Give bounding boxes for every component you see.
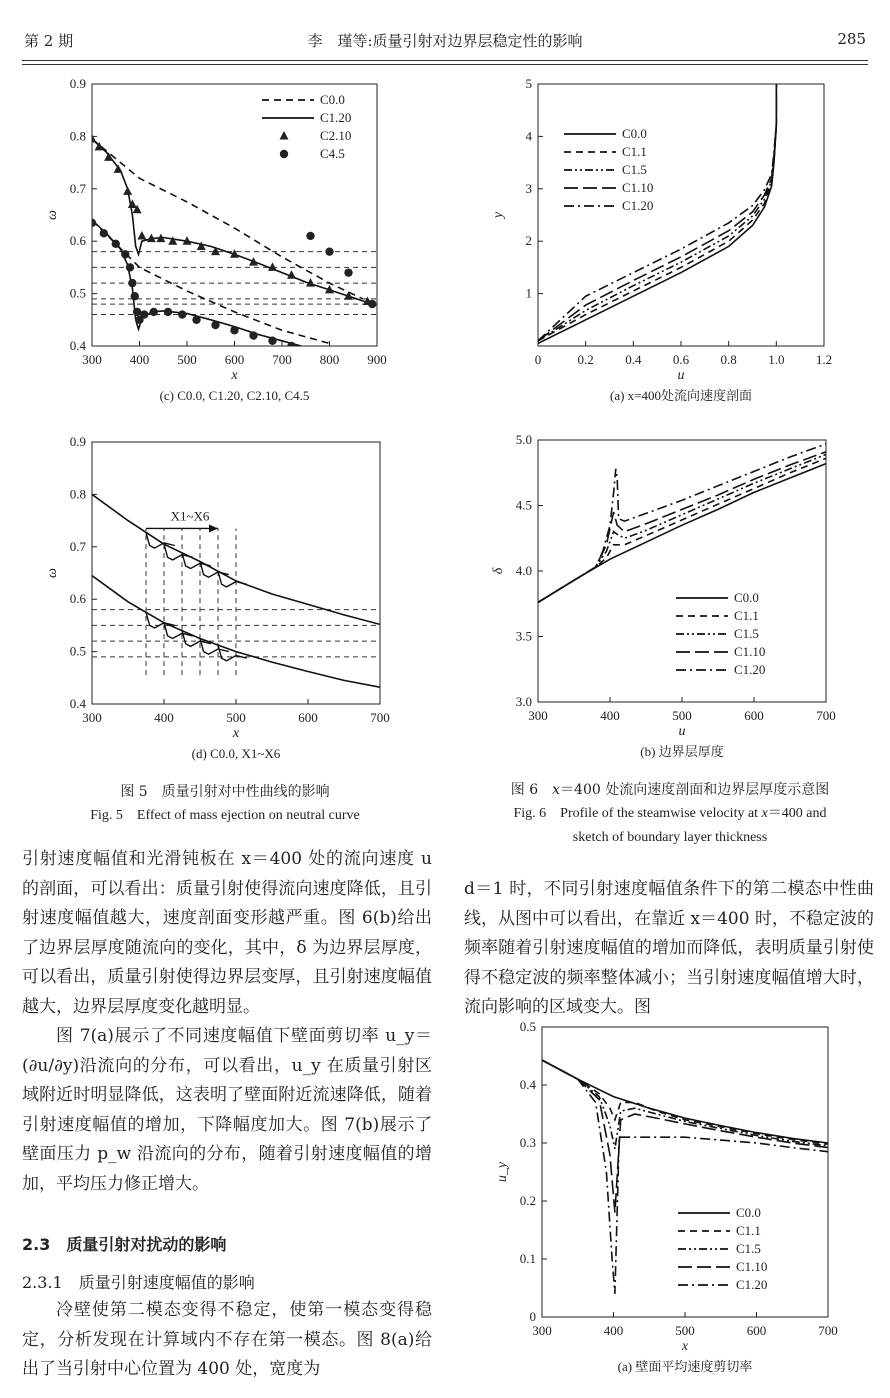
x-tick-label: 300: [532, 1323, 552, 1338]
plot-area: [538, 444, 826, 603]
x-axis-label: x: [232, 726, 240, 741]
y-axis-label: δ: [491, 567, 506, 575]
data-point-C4.5: [249, 331, 257, 339]
data-point-C2.10: [114, 164, 123, 173]
annotation-label: X1~X6: [170, 508, 210, 524]
x-axis-label: x: [681, 1339, 689, 1354]
y-tick-label: 3.5: [515, 628, 532, 644]
chart-title: (a) 壁面平均速度剪切率: [617, 1359, 753, 1374]
legend-label: C1.20: [734, 662, 766, 677]
data-point-C2.10: [268, 262, 277, 271]
figure-5c-chart: [40, 72, 400, 412]
y-tick-label: 0.8: [69, 486, 86, 502]
data-point-C4.5: [287, 342, 295, 350]
data-point-C4.5: [268, 337, 276, 345]
page-header: [24, 26, 866, 52]
x-tick-label: 600: [744, 708, 764, 723]
y-tick-label: 0.4: [519, 1077, 536, 1092]
y-tick-label: 0.5: [519, 1019, 536, 1034]
y-tick-label: 5: [525, 76, 532, 91]
data-point-C2.10: [168, 236, 177, 245]
caption-text: ＝400 and: [767, 806, 827, 821]
y-tick-label: 0.1: [519, 1251, 536, 1266]
series-line-C1.20: [542, 1060, 828, 1294]
y-axis-label: ω: [45, 210, 60, 220]
x-tick-label: 700: [370, 710, 390, 725]
y-tick-label: 0.6: [69, 591, 86, 607]
data-point-C4.5: [192, 316, 200, 324]
x-tick-label: 0: [534, 352, 542, 367]
data-point-C4.5: [325, 247, 333, 255]
x-tick-label: 500: [226, 710, 246, 725]
chart-title: (c) C0.0, C1.20, C2.10, C4.5: [159, 388, 310, 403]
x-tick-label: 1.0: [768, 352, 785, 367]
x-tick-label: 700: [818, 1323, 838, 1338]
legend-label: C1.20: [622, 198, 654, 213]
legend-label: C2.10: [320, 128, 352, 143]
y-tick-label: 0.8: [69, 128, 86, 144]
figure-6-caption: [460, 778, 880, 850]
series-line-C1.1: [542, 1060, 828, 1144]
data-point-C4.5: [164, 308, 172, 316]
plot-frame: [538, 440, 826, 702]
data-point-C4.5: [306, 232, 314, 240]
series-line-C0.0: [542, 1060, 828, 1143]
data-point-C2.10: [88, 134, 97, 142]
figure-6-caption-en-2: sketch of boundary layer thickness: [572, 830, 768, 845]
series-line-C1.5: [542, 1060, 828, 1149]
figure-7a-chart: [490, 1015, 850, 1385]
y-tick-label: 2: [525, 233, 532, 249]
y-tick-label: 0.3: [519, 1135, 536, 1150]
legend-label: C1.1: [736, 1223, 761, 1238]
plot-frame: [542, 1027, 828, 1317]
legend-label: C1.5: [736, 1241, 761, 1256]
x-tick-label: 0.2: [577, 352, 594, 367]
header-rule: [22, 60, 868, 61]
chart-title: (d) C0.0, X1~X6: [191, 746, 281, 761]
x-tick-label: 400: [600, 708, 620, 723]
figure-6-caption-cn: [460, 778, 880, 802]
x-tick-label: 800: [319, 352, 340, 367]
data-point-C2.10: [211, 247, 220, 256]
data-point-C4.5: [112, 240, 120, 248]
x-tick-label: 300: [82, 352, 102, 367]
y-tick-label: 0.4: [69, 696, 86, 711]
y-tick-label: 5.0: [515, 432, 532, 447]
figure-5-caption-cn: 图 5 质量引射对中性曲线的影响: [120, 784, 330, 800]
series-line-C1.1: [538, 84, 776, 341]
legend-label: C0.0: [320, 92, 345, 107]
data-point-C4.5: [150, 308, 158, 316]
plot-area: [538, 84, 776, 343]
y-tick-label: 0: [529, 1309, 536, 1324]
caption-text: 图 6: [510, 782, 553, 798]
data-point-C4.5: [100, 229, 108, 237]
x-tick-label: 700: [272, 352, 292, 367]
data-point-C2.10: [137, 231, 146, 240]
x-tick-label: 600: [746, 1323, 767, 1338]
series-line-C0.0: [92, 220, 330, 343]
caption-var: x: [552, 782, 561, 798]
series-line-C1.1: [538, 458, 826, 602]
data-point-C2.10: [104, 152, 113, 161]
left-paragraph-3: 冷壁使第二模态变得不稳定，使第一模态变得稳定，分析发现在计算域内不存在第一模态。图 8(a)给出了当引射中心位置为 400 处，宽度为: [22, 1300, 432, 1379]
series-line-C1.5: [538, 84, 776, 341]
series-line-C0.0: [538, 464, 826, 603]
legend-label: C1.5: [622, 162, 647, 177]
figure-5-caption-en: Fig. 5 Effect of mass ejection on neutral curve: [90, 808, 360, 823]
data-point-C4.5: [121, 250, 129, 258]
y-axis-label: u_y: [495, 1161, 510, 1183]
y-tick-label: 4.0: [515, 563, 532, 578]
x-axis-label: u: [678, 724, 686, 739]
x-tick-label: 400: [129, 352, 150, 367]
chart-title: (a) x=400处流向速度剖面: [609, 388, 753, 403]
x-tick-label: 400: [154, 710, 174, 725]
y-tick-label: 3: [525, 180, 532, 196]
figure-6-caption-en: [460, 802, 880, 826]
figure-6b-chart: [490, 428, 850, 770]
left-paragraph-1: 引射速度幅值和光滑钝板在 x＝400 处的流向速度 u 的剖面，可以看出：质量引射使得流向速度降低，且引射速度幅值越大，速度剖面变形越严重。图 6(b)给出了边界层厚度随流向的变化，其中，δ 为边界层厚度，可以看出，质量引射使得边界层变厚，且引射速度幅值越大，边界层厚度变化越明显。: [22, 849, 432, 1017]
legend-label: C0.0: [734, 590, 759, 605]
x-axis-label: x: [231, 368, 238, 383]
chart-title: (b) 边界层厚度: [640, 744, 724, 759]
annotation-arrowhead: [209, 524, 218, 532]
data-point-C2.10: [123, 186, 132, 195]
y-tick-label: 0.7: [69, 180, 86, 196]
x-tick-label: 0.8: [720, 352, 737, 367]
series-line-C1.10: [538, 84, 776, 341]
journal-issue: 第 2 期: [24, 32, 74, 50]
caption-var: x: [761, 806, 768, 821]
legend-label: C4.5: [320, 146, 345, 161]
x-tick-label: 500: [675, 1323, 695, 1338]
legend-marker: [280, 150, 288, 158]
y-axis-label: ω: [45, 568, 60, 578]
x-tick-label: 500: [177, 352, 197, 367]
x-tick-label: 600: [224, 352, 245, 367]
x-tick-label: 700: [816, 708, 836, 723]
y-tick-label: 0.5: [69, 285, 86, 301]
data-point-C4.5: [88, 219, 96, 227]
right-paragraph-1: d＝1 时，不同引射速度幅值条件下的第二模态中性曲线，从图中可以看出，在靠近 x＝400 时，不稳定波的频率随着引射速度幅值的增加而降低，表明质量引射使得不稳定波的频率整体减小；当引射速度幅值增大时，流向影响的区域变大。图: [464, 879, 874, 1017]
y-tick-label: 4.5: [515, 497, 532, 513]
legend-label: C1.5: [734, 626, 759, 641]
y-tick-label: 0.4: [69, 338, 86, 353]
x-tick-label: 300: [528, 708, 548, 723]
x-axis-label: u: [677, 368, 685, 383]
x-tick-label: 400: [603, 1323, 624, 1338]
legend-label: C1.1: [734, 608, 759, 623]
x-tick-label: 900: [367, 352, 387, 367]
left-paragraph-2: 图 7(a)展示了不同速度幅值下壁面剪切率 u_y＝(∂u/∂y)沿流向的分布，可以看出，u_y 在质量引射区域附近时明显降低，这表明了壁面附近流速降低，随着引射速度幅值的增加，下降幅度加大。图 7(b)展示了壁面压力 p_w 沿流向的分布，随着引射速度幅值的增加，平均压力修正增大。: [22, 1026, 432, 1194]
series-line-C1.20: [538, 84, 776, 341]
data-point-C4.5: [126, 263, 134, 271]
x-tick-label: 300: [82, 710, 102, 725]
legend-label: C0.0: [736, 1205, 761, 1220]
data-point-C4.5: [211, 321, 219, 329]
section-heading-2-3: 2.3 质量引射对扰动的影响: [22, 1235, 227, 1254]
x-tick-label: 1.2: [815, 352, 833, 367]
x-tick-label: 0.4: [625, 352, 642, 367]
caption-text: Fig. 6 Profile of the steamwise velocity at: [513, 806, 762, 821]
data-point-C4.5: [128, 279, 136, 287]
plot-frame: [538, 84, 824, 346]
legend-label: C1.10: [734, 644, 766, 659]
series-line-C1.20: [538, 444, 826, 603]
legend-label: C1.1: [622, 144, 647, 159]
y-tick-label: 1: [525, 285, 532, 301]
series-line-upper: [92, 494, 380, 624]
series-line-C1.10: [538, 452, 826, 603]
y-tick-label: 0.9: [69, 76, 86, 91]
section-heading-2-3-1: 2.3.1 质量引射速度幅值的影响: [22, 1273, 255, 1292]
legend-label: C1.20: [320, 110, 352, 125]
y-tick-label: 4: [525, 128, 532, 144]
figure-6a-chart: [490, 72, 850, 412]
y-tick-label: 0.5: [69, 643, 86, 659]
y-tick-label: 0.2: [519, 1193, 536, 1208]
y-axis-label: y: [491, 211, 506, 219]
plot-area: [542, 1060, 828, 1294]
data-point-C2.10: [249, 257, 258, 266]
data-point-C4.5: [230, 326, 238, 334]
legend-label: C0.0: [622, 126, 647, 141]
page-number: 285: [837, 30, 866, 48]
y-tick-label: 0.6: [69, 233, 86, 249]
data-point-C4.5: [178, 310, 186, 318]
legend-label: C1.10: [622, 180, 654, 195]
plot-area: [92, 494, 380, 687]
data-point-C4.5: [131, 292, 139, 300]
x-tick-label: 600: [298, 710, 318, 725]
data-point-C4.5: [368, 300, 376, 308]
x-tick-label: 500: [672, 708, 692, 723]
y-tick-label: 3.0: [515, 694, 532, 709]
caption-text: ＝400 处流向速度剖面和边界层厚度示意图: [560, 782, 830, 798]
running-title: 李 瑾等:质量引射对边界层稳定性的影响: [307, 32, 583, 50]
legend-marker: [280, 131, 289, 140]
figure-5d-chart: [40, 430, 400, 770]
data-point-C4.5: [344, 268, 352, 276]
legend-label: C1.10: [736, 1259, 768, 1274]
y-tick-label: 0.7: [69, 538, 86, 554]
data-point-C4.5: [140, 310, 148, 318]
header-rule-thin: [22, 64, 868, 65]
y-tick-label: 0.9: [69, 434, 86, 449]
plot-area: [88, 134, 378, 350]
figure-5-caption: [30, 780, 420, 828]
legend-label: C1.20: [736, 1277, 768, 1292]
x-tick-label: 0.6: [672, 352, 690, 367]
